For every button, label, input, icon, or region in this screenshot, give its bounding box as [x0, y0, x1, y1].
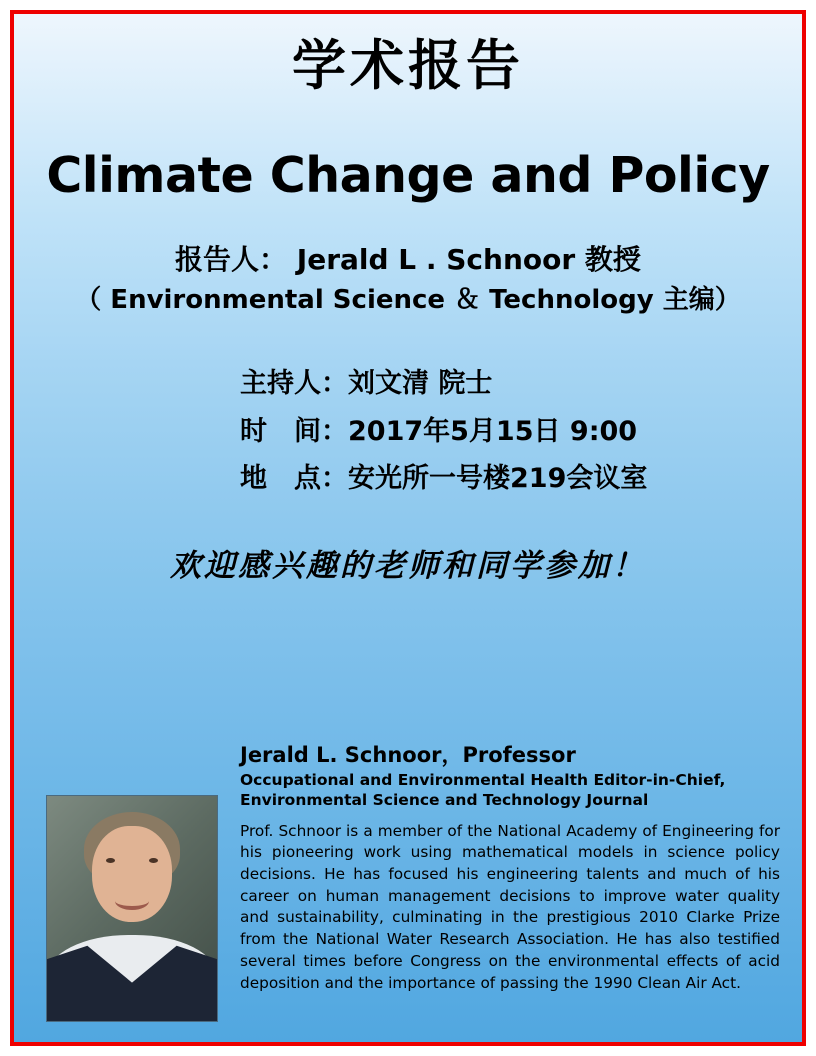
poster-frame	[10, 10, 806, 1046]
bio-paragraph: Prof. Schnoor is a member of the National Academy of Engineering for his pioneering work using mathematical models in science policy decisions. He has focused his engineering talents and much of his career on human management decisions to improve water quality and sustainability, culminating in the prestigious 2010 Clarke Prize from the National Water Research Association. He has also testified several times before Congress on the environmental effects of acid deposition and the importance of passing the 1990 Clean Air Act.	[240, 821, 780, 992]
speaker-block	[40, 239, 776, 320]
detail-host: 主持人：刘文清 院士	[240, 368, 493, 400]
speaker-affiliation-line: （ Environmental Science ＆ Technology 主编）	[75, 285, 741, 316]
speaker-name-line: 报告人： Jerald L . Schnoor 教授	[175, 243, 641, 277]
speaker-bio-section	[40, 742, 780, 1022]
portrait-smile	[115, 892, 149, 910]
detail-time: 时 间：2017年5月15日 9:00	[240, 415, 638, 447]
speaker-photo	[46, 795, 218, 1022]
english-title: Climate Change and Policy	[46, 147, 770, 205]
portrait-eye-left	[106, 858, 115, 863]
welcome-message: 欢迎感兴趣的老师和同学参加！	[170, 548, 646, 585]
portrait-eye-right	[149, 858, 158, 863]
bio-subtitle: Occupational and Environmental Health Editor-in-Chief, Environmental Science and Technology Journal	[240, 771, 726, 810]
detail-place: 地 点：安光所一号楼219会议室	[240, 462, 648, 494]
poster-content	[14, 36, 802, 1046]
chinese-title: 学术报告	[292, 34, 524, 97]
bio-name: Jerald L. Schnoor，Professor	[240, 743, 576, 767]
speaker-bio-text	[218, 742, 780, 994]
event-details	[40, 360, 776, 502]
